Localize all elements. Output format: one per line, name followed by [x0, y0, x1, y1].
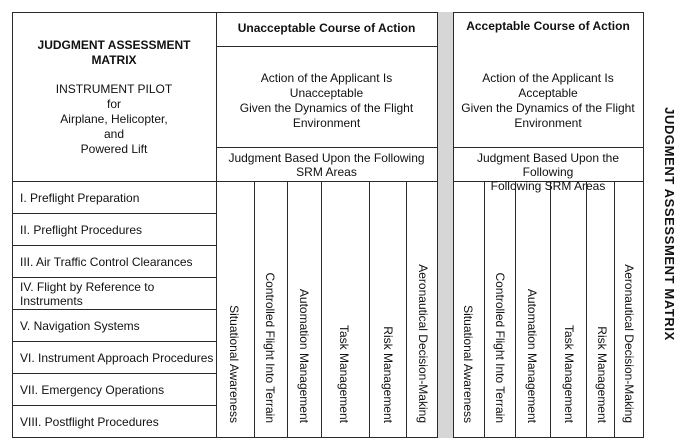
subtitle-line: Powered Lift	[80, 142, 148, 156]
description-line: Unacceptable	[289, 86, 364, 100]
srm-heading-line: Judgment Based Upon the Following	[228, 151, 425, 165]
unacceptable-description	[216, 71, 437, 131]
srm-column-task-management	[555, 182, 583, 437]
srm-label: Risk Management	[381, 326, 395, 423]
srm-label: Automation Management	[525, 288, 539, 423]
srm-column-cfit	[256, 182, 284, 437]
srm-column-cfit	[486, 182, 514, 437]
unacceptable-heading: Unacceptable Course of Action	[237, 21, 416, 35]
row-label-emergency-operations: VII. Emergency Operations	[20, 382, 165, 397]
description-line: Acceptable	[518, 86, 578, 100]
srm-column-adm	[615, 182, 643, 437]
subtitle-line: INSTRUMENT PILOT	[55, 82, 173, 96]
srm-column-divider	[321, 181, 322, 438]
srm-column-adm	[409, 182, 437, 437]
description-line: Environment	[292, 116, 361, 130]
subtitle-line: and	[103, 127, 125, 141]
srm-column-risk-management	[588, 182, 616, 437]
row-label-preflight-preparation: I. Preflight Preparation	[20, 190, 140, 205]
srm-heading-line: SRM Areas	[296, 165, 357, 179]
description-line: Action of the Applicant Is	[482, 71, 614, 85]
row-label-preflight-procedures: II. Preflight Procedures	[20, 222, 143, 237]
matrix-title	[12, 38, 216, 68]
frame-right	[643, 12, 644, 438]
srm-label: Task Management	[562, 324, 576, 423]
srm-column-divider	[550, 181, 551, 438]
srm-label: Risk Management	[595, 326, 609, 423]
srm-column-divider	[406, 181, 407, 438]
unacceptable-heading-divider	[216, 46, 437, 47]
subtitle-line: Airplane, Helicopter,	[60, 112, 168, 126]
description-line: Environment	[514, 116, 582, 130]
srm-label: Aeronautical Decision-Making	[416, 264, 430, 423]
srm-label: Controlled Flight Into Terrain	[493, 272, 507, 423]
matrix-title-line1: JUDGMENT ASSESSMENT	[37, 38, 191, 52]
description-line: Action of the Applicant Is	[260, 71, 393, 85]
acceptable-description	[453, 71, 643, 131]
srm-column-situational-awareness	[220, 182, 248, 437]
unacceptable-srm-heading	[216, 151, 437, 179]
srm-label: Situational Awareness	[461, 305, 475, 423]
srm-label: Aeronautical Decision-Making	[622, 264, 636, 423]
srm-column-divider	[586, 181, 587, 438]
srm-column-divider	[254, 181, 255, 438]
row-label-navigation-systems: V. Navigation Systems	[20, 318, 140, 333]
srm-column-divider	[515, 181, 516, 438]
srm-column-task-management	[330, 182, 358, 437]
srm-heading-line: Following SRM Areas	[490, 179, 606, 193]
srm-label: Task Management	[337, 324, 351, 423]
matrix-subtitle	[12, 82, 216, 157]
separator-left-line	[437, 12, 438, 438]
row-label-flight-by-reference: IV. Flight by Reference to Instruments	[20, 279, 155, 308]
srm-label: Controlled Flight Into Terrain	[263, 272, 277, 423]
subtitle-line: for	[106, 97, 121, 111]
srm-label: Automation Management	[297, 288, 311, 423]
row-label-instrument-approach: VI. Instrument Approach Procedures	[20, 350, 214, 365]
acceptable-description-divider	[453, 147, 643, 148]
row-label-postflight-procedures: VIII. Postflight Procedures	[20, 414, 159, 429]
description-line: Given the Dynamics of the Flight	[239, 101, 414, 115]
side-title-text: JUDGMENT ASSESSMENT MATRIX	[662, 107, 678, 341]
srm-column-divider	[484, 181, 485, 438]
unacceptable-srm-divider	[216, 181, 437, 182]
row-label-atc-clearances: III. Air Traffic Control Clearances	[20, 254, 193, 269]
srm-column-automation-management	[290, 182, 318, 437]
matrix-title-line2: MATRIX	[91, 53, 137, 67]
frame-left	[12, 12, 13, 438]
section-separator	[437, 12, 453, 438]
srm-label: Situational Awareness	[227, 305, 241, 423]
srm-column-situational-awareness	[454, 182, 482, 437]
srm-column-divider	[369, 181, 370, 438]
description-line: Given the Dynamics of the Flight	[461, 101, 635, 115]
acceptable-heading: Acceptable Course of Action	[466, 19, 630, 33]
side-title	[652, 0, 688, 448]
srm-heading-line: Judgment Based Upon the Following	[476, 151, 620, 179]
srm-column-risk-management	[374, 182, 402, 437]
frame-top	[12, 12, 644, 13]
srm-column-divider	[287, 181, 288, 438]
srm-column-automation-management	[518, 182, 546, 437]
unacceptable-description-divider	[216, 147, 437, 148]
